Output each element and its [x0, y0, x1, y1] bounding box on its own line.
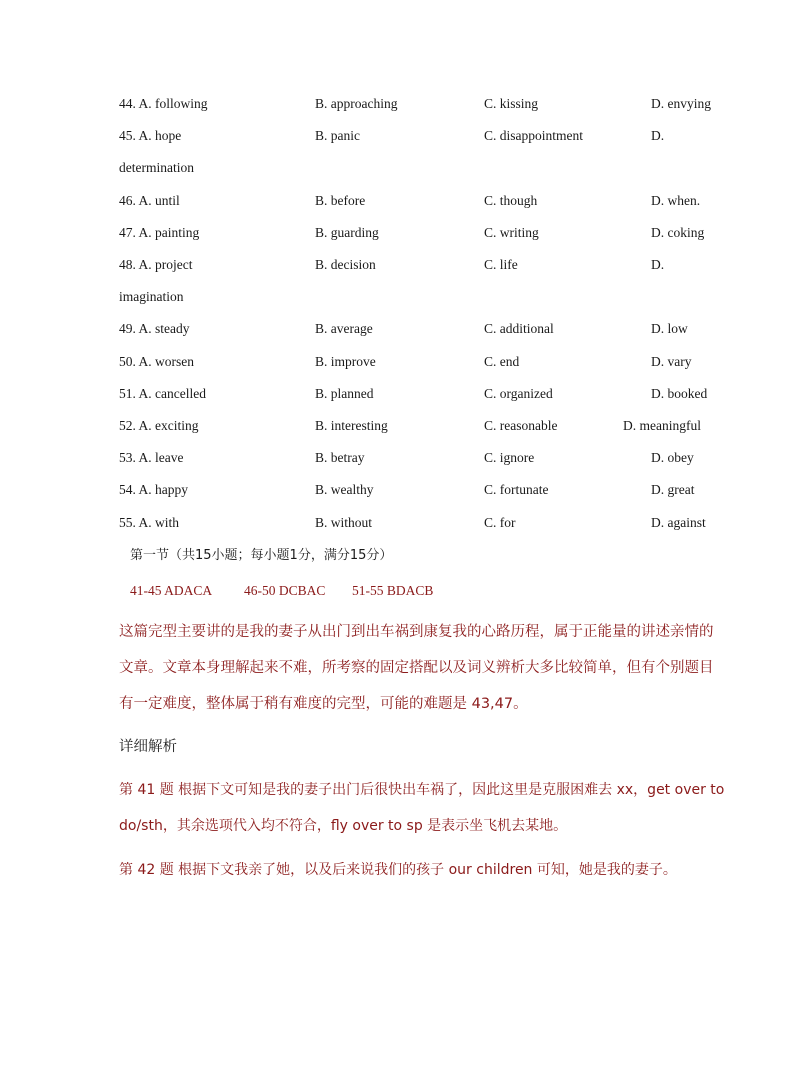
question-row: [0, 125, 791, 147]
option-b: B. before: [315, 193, 366, 208]
option-b: B. average: [315, 321, 373, 336]
option-a: 51. A. cancelled: [119, 386, 206, 401]
option-d: D.: [651, 128, 665, 143]
question-row: [0, 415, 791, 437]
option-b: B. betray: [315, 450, 365, 465]
option-c: C. though: [484, 193, 538, 208]
option-c: C. additional: [484, 321, 554, 336]
option-a: 52. A. exciting: [119, 418, 199, 433]
option-d: D. booked: [651, 386, 708, 401]
option-d: D. great: [651, 482, 695, 497]
explanation-item: 第 42 题 根据下文我亲了她，以及后来说我们的孩子 our children 可知，她是我的妻子。: [119, 862, 677, 878]
option-c: C. kissing: [484, 96, 539, 111]
answer-group: 46-50 DCBAC: [244, 583, 326, 598]
option-c: C. fortunate: [484, 482, 549, 497]
detail-heading: 详细解析: [119, 739, 177, 755]
option-b: B. panic: [315, 128, 360, 143]
option-c: C. organized: [484, 386, 553, 401]
question-row: [0, 190, 791, 212]
question-row: [0, 222, 791, 244]
option-c: C. life: [484, 257, 518, 272]
option-c: C. for: [484, 515, 516, 530]
option-b: B. interesting: [315, 418, 388, 433]
answer-group: 41-45 ADACA: [130, 583, 213, 598]
option-a: 48. A. project: [119, 257, 193, 272]
option-d-continuation: determination: [119, 160, 194, 175]
option-b: B. guarding: [315, 225, 379, 240]
option-b: B. wealthy: [315, 482, 374, 497]
option-c: C. end: [484, 354, 520, 369]
question-row: [0, 512, 791, 534]
option-d: D. coking: [651, 225, 705, 240]
option-d: D. meaningful: [623, 418, 701, 433]
option-a: 47. A. painting: [119, 225, 200, 240]
option-c: C. reasonable: [484, 418, 558, 433]
option-d: D. against: [651, 515, 706, 530]
option-c: C. writing: [484, 225, 539, 240]
option-a: 53. A. leave: [119, 450, 184, 465]
option-b: B. improve: [315, 354, 376, 369]
option-a: 46. A. until: [119, 193, 180, 208]
option-b: B. planned: [315, 386, 374, 401]
question-row: [0, 383, 791, 405]
option-b: B. approaching: [315, 96, 398, 111]
option-d: D. low: [651, 321, 688, 336]
option-d: D. envying: [651, 96, 711, 111]
explanation-item: 第 41 题 根据下文可知是我的妻子出门后很快出车祸了，因此这里是克服困难去 xx，get over to do/sth，其余选项代入均不符合，fly over to sp 是表示坐飞机去某地。: [119, 782, 725, 834]
question-row: [0, 351, 791, 373]
answer-group: 51-55 BDACB: [352, 583, 434, 598]
question-row: [0, 93, 791, 115]
option-a: 45. A. hope: [119, 128, 182, 143]
question-row: [0, 318, 791, 340]
option-d: D.: [651, 257, 665, 272]
option-b: B. decision: [315, 257, 376, 272]
question-row: [0, 479, 791, 501]
option-d: D. obey: [651, 450, 694, 465]
option-a: 50. A. worsen: [119, 354, 194, 369]
option-c: C. ignore: [484, 450, 535, 465]
option-a: 44. A. following: [119, 96, 208, 111]
option-b: B. without: [315, 515, 373, 530]
option-a: 49. A. steady: [119, 321, 190, 336]
option-d: D. vary: [651, 354, 692, 369]
question-row: [0, 447, 791, 469]
option-a: 54. A. happy: [119, 482, 188, 497]
summary-paragraph: 这篇完型主要讲的是我的妻子从出门到出车祸到康复我的心路历程，属于正能量的讲述亲情的文章。文章本身理解起来不难，所考察的固定搭配以及词义辨析大多比较简单，但有个别题目有一定难度，整体属于稍有难度的完型，可能的难题是 43,47。: [119, 624, 714, 712]
option-a: 55. A. with: [119, 515, 180, 530]
question-row: [0, 254, 791, 276]
option-c: C. disappointment: [484, 128, 583, 143]
option-d: D. when.: [651, 193, 701, 208]
section-title: 第一节（共15小题；每小题1分，满分15分）: [130, 548, 393, 563]
option-d-continuation: imagination: [119, 289, 184, 304]
